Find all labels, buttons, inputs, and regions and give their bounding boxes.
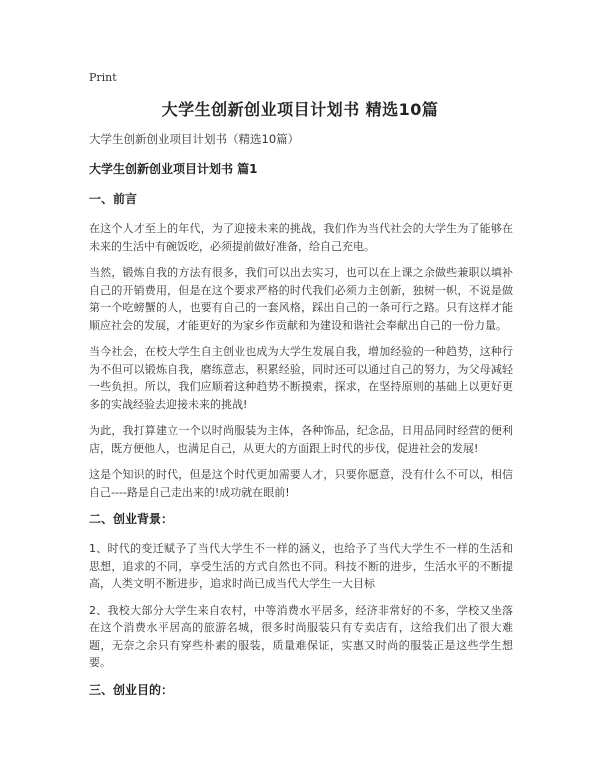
part-title: 大学生创新创业项目计划书 篇1 [89,162,258,176]
paragraph: 为此，我打算建立一个以时尚服装为主体，各种饰品，纪念品，日用品同时经营的便利店，既方便他人，也满足自己，从更大的方面跟上时代的步伐，促进社会的发展! [89,424,513,455]
paragraph: 这是个知识的时代，但是这个时代更加需要人才，只要你愿意，没有什么不可以，相信自己----路是自己走出来的!成功就在眼前! [89,468,513,499]
paragraph: 2、我校大部分大学生来自农村，中等消费水平居多，经济非常好的不多，学校又坐落在这个消费水平居高的旅游名城，很多时尚服装只有专卖店有，这给我们出了很大难题，无奈之余只有穿些朴素的服装，质量难保证，实惠又时尚的服装正是这些学生想要。 [89,603,513,669]
paragraph: 1、时代的变迁赋予了当代大学生不一样的涵义，也给予了当代大学生不一样的生活和思想，追求的不同，享受生活的方式自然也不同。科技不断的进步，生活水平的不断提高，人类文明不断进步，追求时尚已成当代大学生一大目标 [89,542,513,590]
print-label: Print [89,71,117,84]
document-body [89,130,513,711]
document-title: 大学生创新创业项目计划书 精选10篇 [161,100,439,119]
section-heading-preface: 一、前言 [89,192,138,206]
section-heading-purpose: 三、创业目的： [89,682,174,697]
document-subtitle: 大学生创新创业项目计划书（精选10篇） [89,132,300,146]
paragraph: 当然，锻炼自我的方法有很多，我们可以出去实习，也可以在上课之余做些兼职以填补自己的开销费用，但是在这个要求严格的时代我们必须力主创新，独树一帜，不说是做第一个吃螃蟹的人，也要有自己的一套风格，踩出自己的一条可行之路。只有这样才能顺应社会的发展，才能更好的为家乡作贡献和为建设和谐社会奉献出自己的一份力量。 [89,266,513,332]
section-heading-background: 二、创业背景： [89,512,174,526]
paragraph: 在这个人才至上的年代，为了迎接未来的挑战，我们作为当代社会的大学生为了能够在未来的生活中有碗饭吃，必须提前做好准备，给自己充电。 [89,222,513,253]
paragraph: 当今社会，在校大学生自主创业也成为大学生发展自我，增加经验的一种趋势，这种行为不但可以锻炼自我，磨练意志，积累经验，同时还可以通过自己的努力，为父母减轻一些负担。所以，我们应顺着这种趋势不断摸索，探求，在坚持原则的基础上以更好更多的实战经验去迎接未来的挑战! [89,345,513,411]
